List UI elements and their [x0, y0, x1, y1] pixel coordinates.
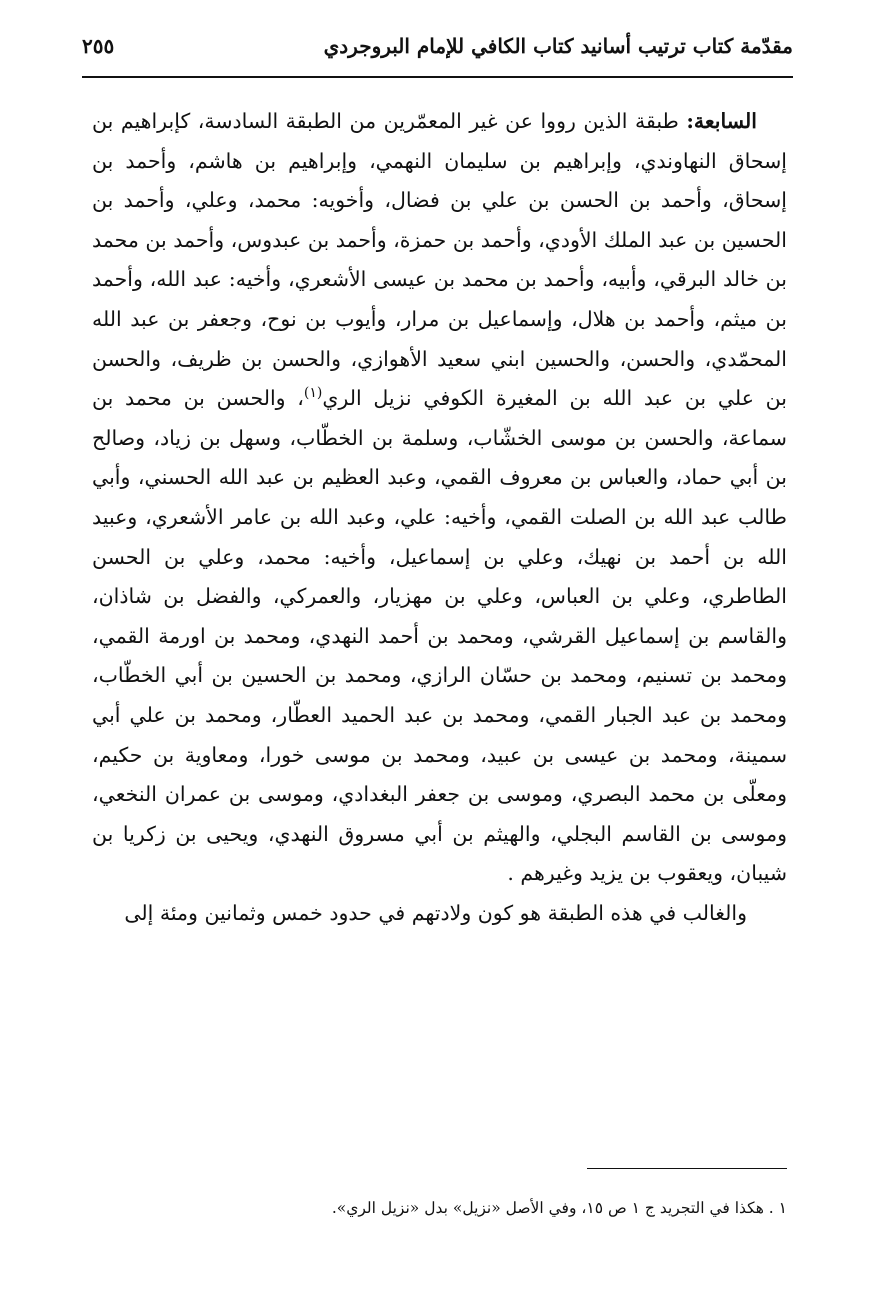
main-text	[92, 102, 787, 933]
header-divider	[82, 76, 793, 78]
paragraph-seventh-tier	[92, 102, 787, 894]
running-header	[82, 28, 793, 78]
paragraph-text: طبقة الذين رووا عن غير المعمّرين من الطبقة السادسة، كإبراهيم بن إسحاق النهاوندي، وإبراهيم بن سليمان النهمي، وإبراهيم بن هاشم، وأحمد بن إسحاق، وأحمد بن الحسن بن علي بن فضال، وأخويه: محمد، وعلي، وأحمد بن الحسين بن عبد الملك الأودي، وأحمد بن حمزة، وأحمد بن عبدوس، وأحمد بن محمد بن خالد البرقي، وأبيه، وأحمد بن محمد بن عيسى الأشعري، وأخيه: عبد الله، وأحمد بن ميثم، وأحمد بن هلال، وإسماعيل بن مرار، وأيوب بن نوح، وجعفر بن عبد الله المحمّدي، والحسن، والحسين ابني سعيد الأهوازي، والحسن بن ظريف، والحسن بن علي بن عبد الله بن المغيرة الكوفي نزيل الري	[92, 109, 787, 411]
section-lead-word: السابعة:	[686, 109, 757, 133]
page-number: ٢٥٥	[82, 34, 115, 58]
paragraph-text-continued: ، والحسن بن محمد بن سماعة، والحسن بن موسى الخشّاب، وسلمة بن الخطّاب، وسهل بن زياد، وصالح بن أبي حماد، والعباس بن معروف القمي، وعبد العظيم بن عبد الله الحسني، وأبي طالب عبد الله بن الصلت القمي، وأخيه: علي، وعبد الله بن عامر الأشعري، وعبيد الله بن أحمد بن نهيك، وعلي بن إسماعيل، وأخيه: محمد، وعلي بن الحسن الطاطري، وعلي بن العباس، وعلي بن مهزيار، والعمركي، والفضل بن شاذان، والقاسم بن إسماعيل القرشي، ومحمد بن أحمد النهدي، ومحمد بن اورمة القمي، ومحمد بن تسنيم، ومحمد بن حسّان الرازي، ومحمد بن الحسين بن أبي الخطّاب، ومحمد بن عبد الجبار القمي، ومحمد بن عبد الحميد العطّار، ومحمد بن علي أبي سمينة، ومحمد بن عيسى بن عبيد، ومحمد بن موسى خورا، ومعاوية بن حكيم، ومعلّى بن محمد البصري، وموسى بن جعفر البغدادي، وموسى بن عمران النخعي، وموسى بن القاسم البجلي، والهيثم بن أبي مسروق النهدي، ويحيى بن زكريا بن شيبان، ويعقوب بن يزيد وغيرهم .	[92, 386, 787, 886]
running-header-title: مقدّمة كتاب ترتيب أسانيد كتاب الكافي للإمام البروجردي	[323, 34, 793, 58]
footnote: ١ . هكذا في التجريد ج ١ ص ١٥، وفي الأصل «نزيل» بدل «نزيل الري».	[331, 1199, 787, 1217]
footnote-divider	[587, 1168, 787, 1169]
footnote-reference[interactable]: (١)	[303, 385, 323, 402]
paragraph-birth-period: والغالب في هذه الطبقة هو كون ولادتهم في حدود خمس وثمانين ومئة إلى	[124, 900, 747, 925]
